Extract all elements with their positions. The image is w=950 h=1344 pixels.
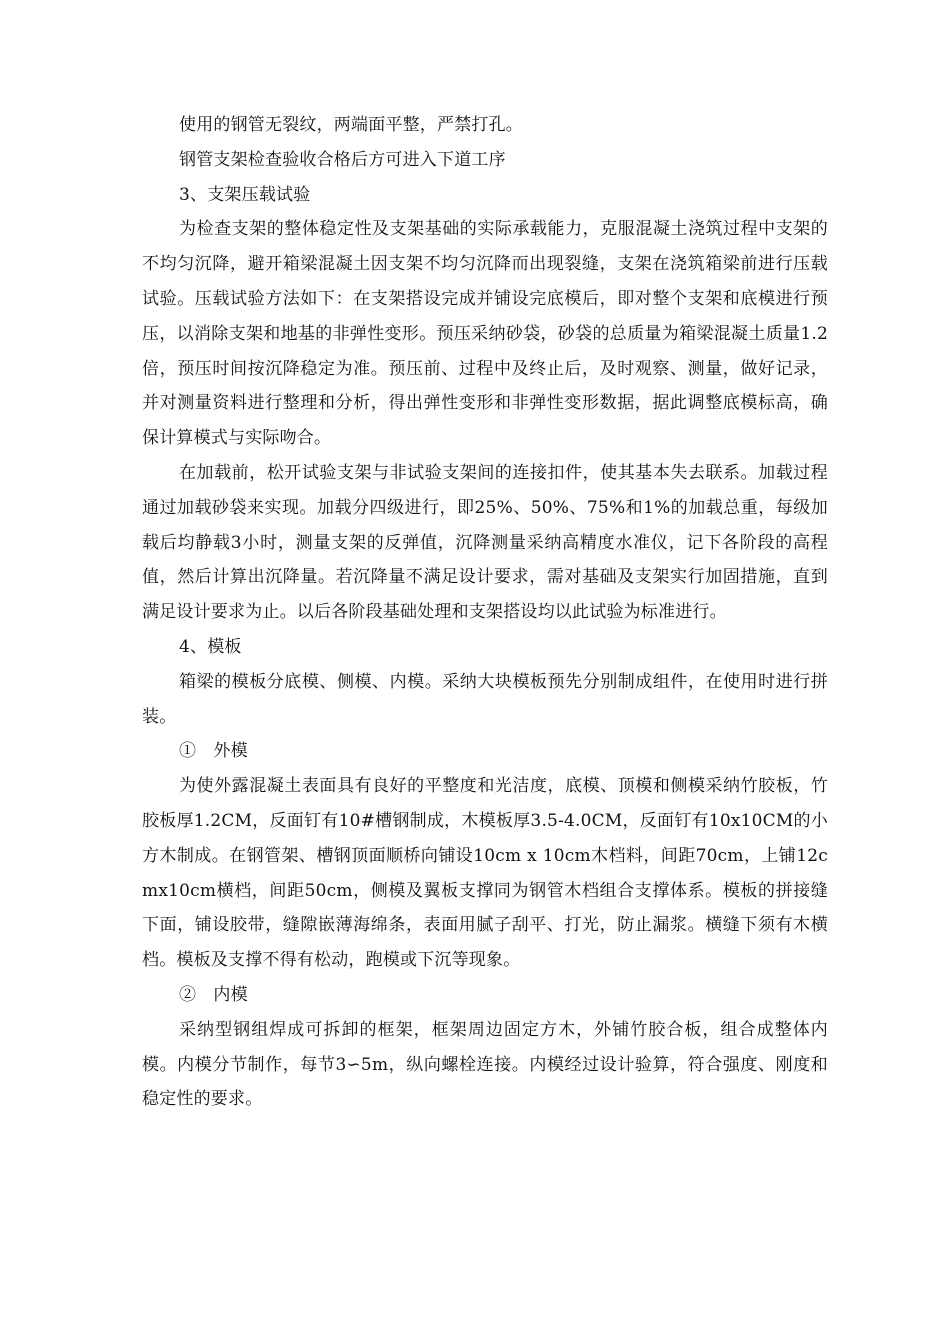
paragraph-formwork-types: 箱梁的模板分底模、侧模、内模。采纳大块模板预先分别制成组件，在使用时进行拼装。 [142,671,828,727]
paragraph-steel-pipe: 使用的钢管无裂纹，两端面平整，严禁打孔。 [179,115,523,135]
subheading-inner-form: ② 内模 [179,984,248,1005]
section-heading-load-test: 3、支架压载试验 [179,184,311,205]
document-body [142,108,828,1117]
subheading-outer-form: ① 外模 [179,741,248,762]
paragraph-inner-form: 采纳型钢组焊成可拆卸的框架，框架周边固定方木，外铺竹胶合板，组合成整体内模。内模分节制作，每节3∽5m，纵向螺栓连接。内模经过设计验算，符合强度、刚度和稳定性的要求。 [142,1019,828,1110]
paragraph-outer-form: 为使外露混凝土表面具有良好的平整度和光洁度，底模、顶模和侧模采纳竹胶板，竹胶板厚1.2CM，反面钉有10#槽钢制成，木模板厚3.5-4.0CM，反面钉有10x10CM的小方木制成。在钢管架、槽钢顶面顺桥向铺设10cm x 10cm木档料，间距70cm，上铺12cmx10cm横档，间距50cm，侧模及翼板支撑同为钢管木档组合支撑体系。模板的拼接缝下面，铺设胶带，缝隙嵌薄海绵条，表面用腻子刮平、打光，防止漏浆。横缝下须有木横档。模板及支撑不得有松动，跑模或下沉等现象。 [142,776,828,971]
paragraph-load-test-purpose: 为检查支架的整体稳定性及支架基础的实际承载能力，克服混凝土浇筑过程中支架的不均匀沉降，避开箱梁混凝土因支架不均匀沉降而出现裂缝，支架在浇筑箱梁前进行压载试验。压载试验方法如下：在支架搭设完成并铺设完底模后，即对整个支架和底模进行预压，以消除支架和地基的非弹性变形。预压采纳砂袋，砂袋的总质量为箱梁混凝土质量1.2倍，预压时间按沉降稳定为准。预压前、过程中及终止后，及时观察、测量，做好记录，并对测量资料进行整理和分析，得出弹性变形和非弹性变形数据，据此调整底模标高，确保计算模式与实际吻合。 [142,219,828,449]
section-heading-formwork: 4、模板 [179,636,242,657]
paragraph-inspection: 钢管支架检查验收合格后方可进入下道工序 [179,149,506,170]
paragraph-loading-process: 在加载前，松开试验支架与非试验支架间的连接扣件，使其基本失去联系。加载过程通过加载砂袋来实现。加载分四级进行，即25%、50%、75%和1%的加载总重，每级加载后均静载3小时，测量支架的反弹值，沉降测量采纳高精度水准仪，记下各阶段的高程值，然后计算出沉降量。若沉降量不满足设计要求，需对基础及支架实行加固措施，直到满足设计要求为止。以后各阶段基础处理和支架搭设均以此试验为标准进行。 [142,462,828,623]
